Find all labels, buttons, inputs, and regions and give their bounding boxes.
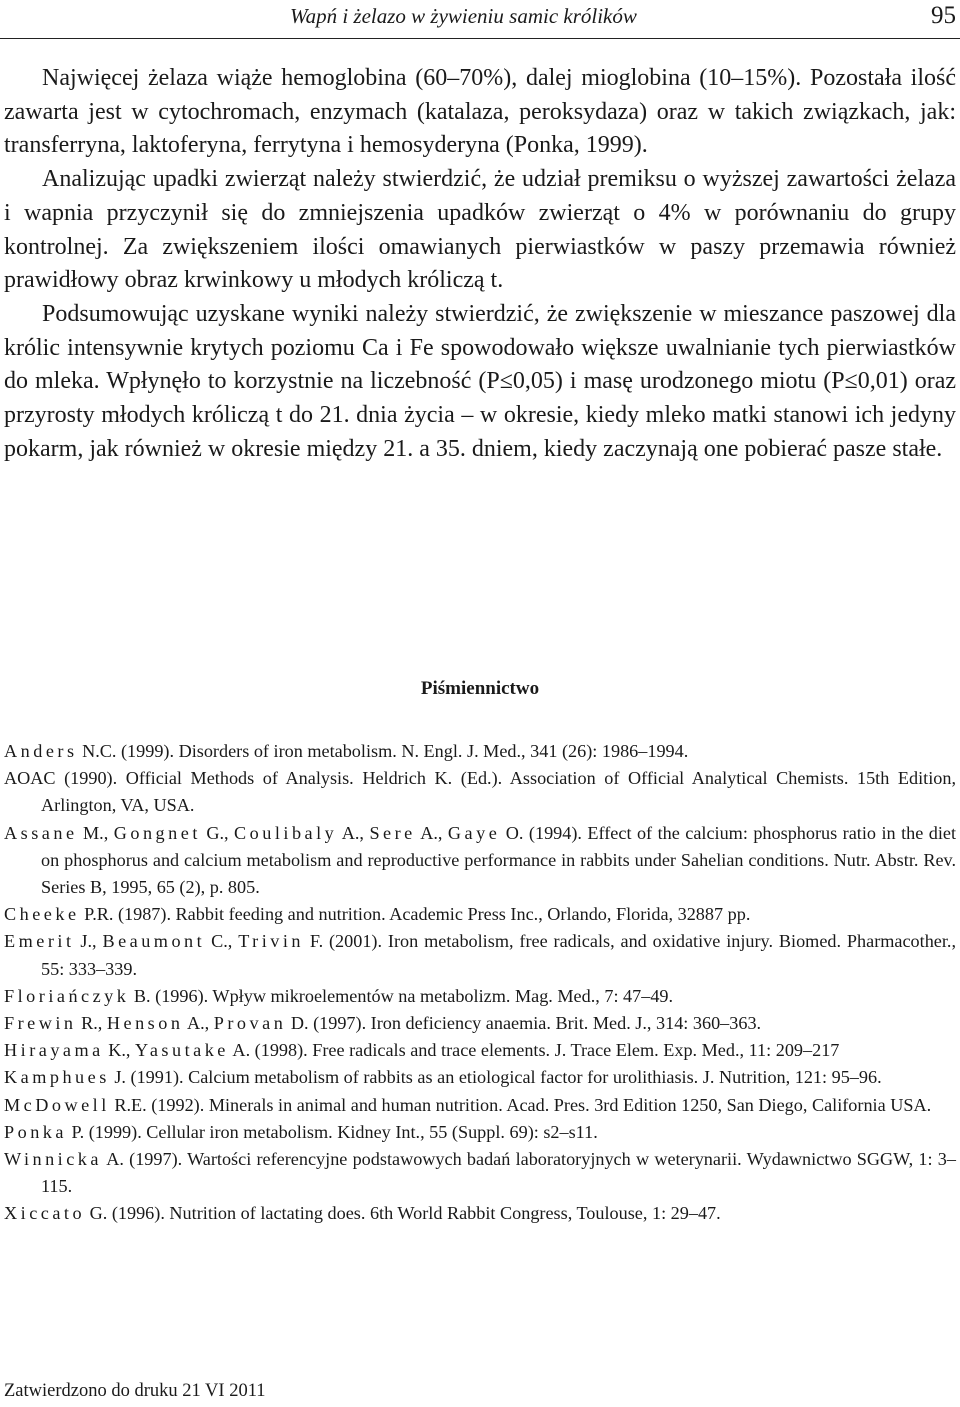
- body-text: [4, 62, 956, 466]
- reference-text: (1996). Nutrition of lactating does. 6th World Rabbit Congress, Toulouse, 1: 29–47.: [107, 1203, 721, 1224]
- reference-item: [4, 1200, 956, 1227]
- reference-author-surname: Cheeke: [4, 904, 80, 925]
- reference-text: (1991). Calcium metabolism of rabbits as an etiological factor for urolithiasis. J. Nutrition, 121: 95–96.: [125, 1067, 882, 1088]
- reference-author-surname: Floriańczyk: [4, 985, 130, 1006]
- reference-item: [4, 1092, 956, 1119]
- reference-author-surname: Winnicka: [4, 1149, 102, 1170]
- reference-author-initials: B.: [129, 985, 151, 1006]
- reference-author-initials: G.: [85, 1203, 108, 1224]
- reference-author-initials: C.,: [205, 931, 239, 952]
- reference-item: [4, 820, 956, 902]
- reference-text: (1987). Rabbit feeding and nutrition. Academic Press Inc., Orlando, Florida, 32887 pp.: [113, 904, 751, 925]
- reference-text: (1999). Cellular iron metabolism. Kidney Int., 55 (Suppl. 69): s2–s11.: [84, 1121, 598, 1142]
- reference-item: [4, 1037, 956, 1064]
- reference-item: [4, 1064, 956, 1091]
- reference-author-surname: Beaumont: [102, 931, 206, 952]
- reference-author-initials: O.: [500, 822, 524, 843]
- reference-author-surname: McDowell: [4, 1094, 110, 1115]
- reference-author-initials: D.: [286, 1013, 309, 1034]
- reference-item: [4, 1146, 956, 1200]
- reference-author-surname: Hirayama: [4, 1040, 104, 1061]
- reference-author-initials: R.E.: [109, 1094, 147, 1115]
- reference-author-surname: Ponka: [4, 1121, 67, 1142]
- reference-author-surname: Provan: [213, 1013, 287, 1034]
- reference-author-initials: R.,: [76, 1013, 107, 1034]
- reference-item: [4, 1119, 956, 1146]
- reference-author-surname: Kamphues: [4, 1067, 110, 1088]
- reference-text: (1996). Wpływ mikroelementów na metabolizm. Mag. Med., 7: 47–49.: [150, 985, 674, 1006]
- reference-author-initials: P.: [66, 1121, 85, 1142]
- reference-item: [4, 901, 956, 928]
- reference-item: [4, 1010, 956, 1037]
- reference-text: (1998). Free radicals and trace elements. J. Trace Elem. Exp. Med., 11: 209–217: [250, 1040, 840, 1061]
- references-list: [4, 738, 956, 1228]
- page-number: 95: [931, 2, 956, 29]
- reference-author-surname: Emerit: [4, 931, 75, 952]
- reference-author-initials: P.R.: [79, 904, 114, 925]
- approval-note: Zatwierdzono do druku 21 VI 2011: [4, 1381, 266, 1401]
- reference-author-initials: F.: [304, 931, 324, 952]
- reference-author-surname: Yasutake: [135, 1040, 229, 1061]
- reference-author-initials: A.,: [337, 822, 370, 843]
- reference-author-surname: Anders: [4, 741, 78, 761]
- reference-author-surname: Assane: [4, 822, 78, 843]
- reference-author-initials: J.,: [74, 931, 103, 952]
- reference-text: (1992). Minerals in animal and human nutrition. Acad. Pres. 3rd Edition 1250, San Diego, California USA.: [146, 1094, 932, 1115]
- references-heading: Piśmiennictwo: [420, 678, 540, 699]
- reference-author-initials: A.: [101, 1149, 124, 1170]
- paragraph: Analizując upadki zwierząt należy stwierdzić, że udział premiksu o wyższej zawartości żelaza i wapnia przyczynił się do zmniejszenia upadków zwierząt o 4% w porównaniu do grupy kontrolnej. Za zwiększeniem ilości omawianych pierwiastków w paszy przemawia również prawidłowy obraz krwinkowy u młodych króliczą t.: [4, 166, 956, 294]
- reference-author-surname: Trivin: [238, 931, 305, 952]
- reference-text: (1997). Wartości referencyjne podstawowych badań laboratoryjnych w weterynarii. Wydawnictwo SGGW, 1: 3–115.: [41, 1149, 956, 1197]
- reference-author-surname: Sere: [369, 822, 416, 843]
- reference-author-surname: Henson: [106, 1013, 184, 1034]
- reference-author-initials: G.,: [200, 822, 235, 843]
- running-title: Wapń i żelazo w żywieniu samic królików: [290, 4, 637, 28]
- paragraph: Podsumowując uzyskane wyniki należy stwierdzić, że zwiększenie w mieszance paszowej dla królic intensywnie krytych poziomu Ca i Fe spowodowało większe uwalnianie tych pierwiastków do mleka. Wpłynęło to korzystnie na liczebność (P≤0,05) i masę urodzonego miotu (P≤0,01) oraz przyrosty młodych króliczą t do 21. dnia życia – w okresie, kiedy mleko matki stanowi ich jedyny pokarm, jak również w okresie między 21. a 35. dniem, kiedy zaczynają one pobierać pasze stałe.: [4, 300, 956, 462]
- paragraph: Najwięcej żelaza wiąże hemoglobina (60–70%), dalej mioglobina (10–15%). Pozostała ilość zawarta jest w cytochromach, enzymach (katalaza, peroksydaza) oraz w takich związkach, jak: transferryna, laktoferyna, ferrytyna i hemosyderyna (Ponka, 1999).: [4, 65, 956, 159]
- reference-author-surname: Gongnet: [113, 822, 201, 843]
- reference-author-initials: A.: [228, 1040, 251, 1061]
- reference-author-surname: Gaye: [447, 822, 501, 843]
- reference-text: (2001). Iron metabolism, free radicals, and oxidative injury. Biomed. Pharmacother., 55: 333–339.: [41, 931, 957, 979]
- reference-author-surname: Frewin: [4, 1013, 77, 1034]
- reference-author-initials: A.,: [415, 822, 448, 843]
- reference-item: [4, 983, 956, 1010]
- reference-item: [4, 765, 956, 819]
- reference-author-initials: N.C.: [77, 741, 117, 761]
- reference-author-surname: Xiccato: [4, 1203, 86, 1224]
- reference-author-initials: M.,: [77, 822, 114, 843]
- reference-author-surname: Coulibaly: [234, 822, 338, 843]
- reference-text: (1997). Iron deficiency anaemia. Brit. Med. J., 314: 360–363.: [308, 1013, 762, 1034]
- reference-text: (1999). Disorders of iron metabolism. N. Engl. J. Med., 341 (26): 1986–1994.: [116, 741, 689, 761]
- reference-author-initials: K.,: [103, 1040, 136, 1061]
- reference-text: (1994). Effect of the calcium: phosphorus ratio in the diet on phosphorus and calcium metabolism and reproductive performance in rabbits under Sahelian conditions. Nutr. Abstr. Rev. Series B, 1995, 65 (2), p. 805.: [41, 822, 957, 898]
- reference-item: [4, 928, 956, 982]
- reference-text: AOAC (1990). Official Methods of Analysis. Heldrich K. (Ed.). Association of Official Analytical Chemists. 15th Edition, Arlington, VA, USA.: [4, 768, 956, 816]
- reference-item: [4, 738, 956, 765]
- reference-author-initials: A.,: [183, 1013, 214, 1034]
- reference-author-initials: J.: [109, 1067, 126, 1088]
- running-header: [0, 0, 960, 39]
